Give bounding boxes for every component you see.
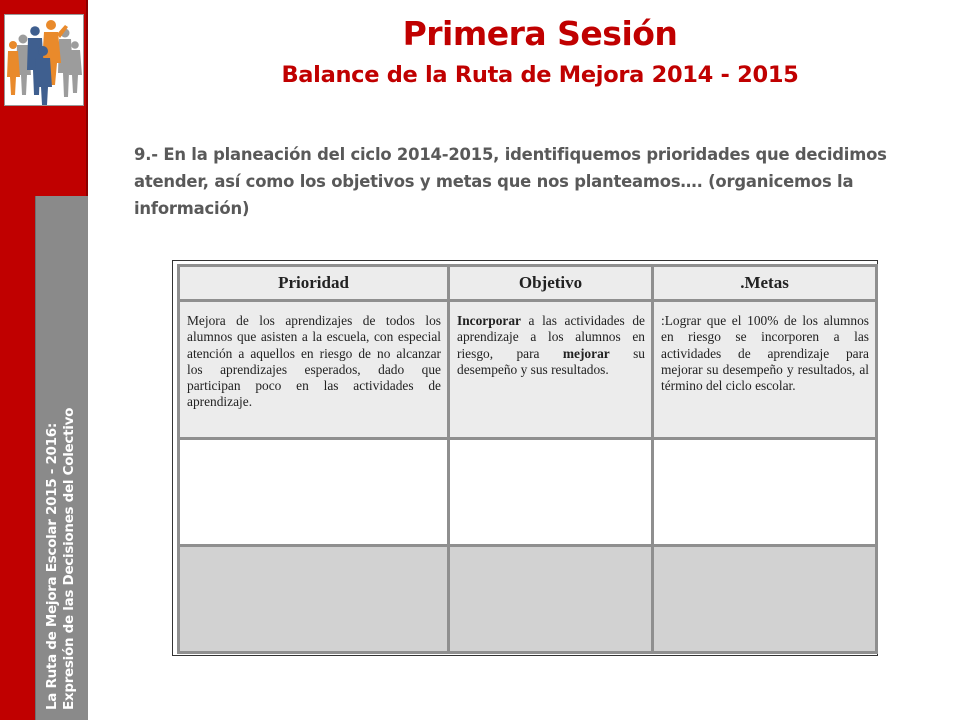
header-metas: .Metas bbox=[653, 266, 877, 301]
people-group-logo bbox=[4, 14, 84, 106]
table-row bbox=[179, 301, 877, 439]
objetivo-bold-mejorar: mejorar bbox=[562, 345, 610, 361]
cell-objetivo bbox=[449, 301, 653, 439]
instruction-text: 9.- En la planeación del ciclo 2014-2015, identifiquemos prioridades que decidimos atender, así como los objetivos y metas que nos planteamos…. (organicemos la información) bbox=[134, 145, 887, 218]
header-objetivo: Objetivo bbox=[449, 266, 653, 301]
header-prioridad: Prioridad bbox=[179, 266, 449, 301]
shaded-cell bbox=[449, 546, 653, 653]
empty-cell bbox=[179, 439, 449, 546]
empty-cell bbox=[653, 439, 877, 546]
objetivo-bold-incorporar: Incorporar bbox=[457, 313, 521, 328]
slide-subtitle: Balance de la Ruta de Mejora 2014 - 2015 bbox=[281, 62, 799, 88]
cell-metas: :Lograr que el 100% de los alumnos en riesgo se incorporen a las actividades de aprendizaje para mejorar su desempeño y resultados, al término del ciclo escolar. bbox=[653, 301, 877, 439]
slide-title: Primera Sesión bbox=[402, 14, 678, 53]
objetivo-text-2: su desempeño y sus resultados. bbox=[457, 345, 645, 377]
sidebar-vertical-caption bbox=[36, 196, 86, 720]
objetivo-text-1: a las actividades de aprendizaje a los alumnos en riesgo, para bbox=[457, 313, 645, 361]
planning-table bbox=[177, 264, 878, 654]
sidebar-caption-line1: La Ruta de Mejora Escolar 2015 - 2016: bbox=[44, 423, 60, 710]
table-row-shaded bbox=[179, 546, 877, 653]
people-group-icon bbox=[5, 15, 83, 105]
table-row-empty bbox=[179, 439, 877, 546]
shaded-cell bbox=[179, 546, 449, 653]
planning-table-image bbox=[172, 260, 878, 656]
shaded-cell bbox=[653, 546, 877, 653]
empty-cell bbox=[449, 439, 653, 546]
sidebar-caption-line2: Expresión de las Decisiones del Colectivo bbox=[61, 407, 77, 710]
table-header-row bbox=[179, 266, 877, 301]
cell-prioridad: Mejora de los aprendizajes de todos los alumnos que asisten a la escuela, con especial atención a aquellos en riesgo de no alcanzar los aprendizajes esperados, dado que participan poco en las actividades de aprendizaje. bbox=[179, 301, 449, 439]
